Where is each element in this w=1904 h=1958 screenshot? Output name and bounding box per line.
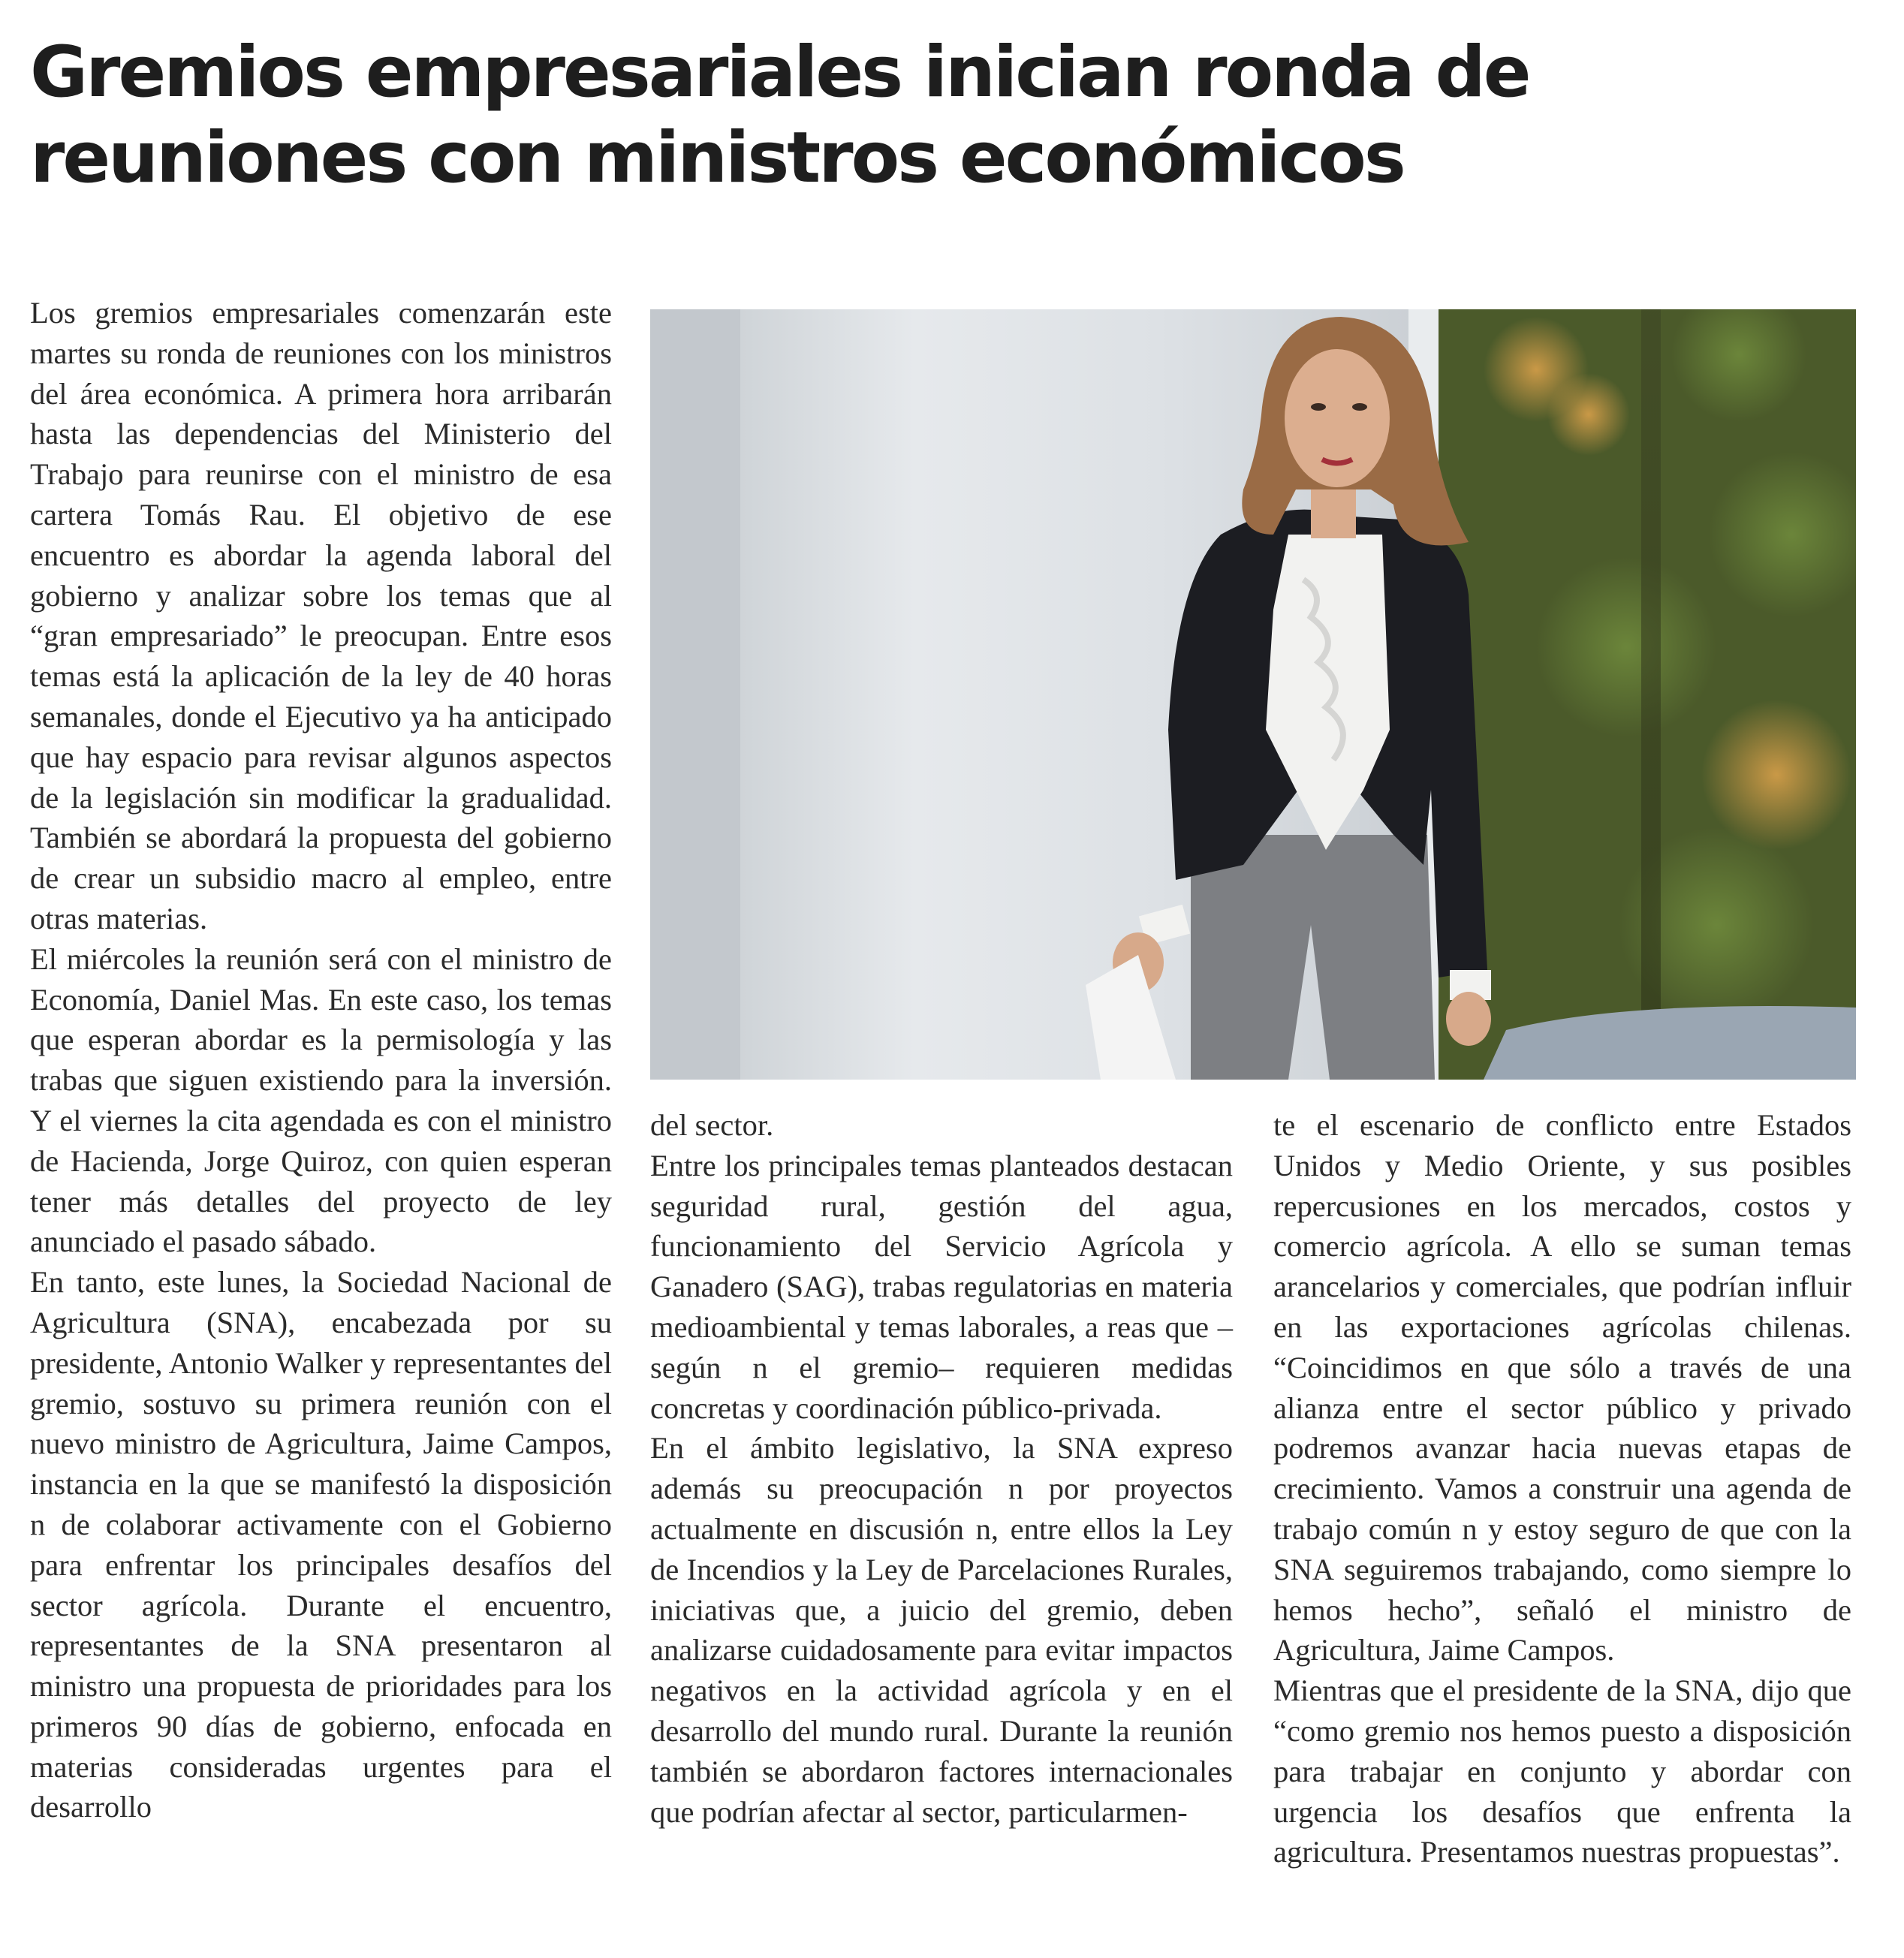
article-column-2 (650, 1105, 1233, 1832)
paragraph: El miércoles la reunión será con el ministro de Economía, Daniel Mas. En este caso, los temas que esperan abordar es la permisología y las trabas que siguen existiendo para la inversión. Y el viernes la cita agendada es con el ministro de Hacienda, Jorge Quiroz, con quien esperan tener más detalles del proyecto de ley anunciado el pasado sábado. (30, 941, 612, 1259)
bokeh (1701, 700, 1851, 850)
paragraph: En el ámbito legislativo, la SNA expreso además su preocupación n por proyectos actualmente en discusión n, entre ellos la Ley de Incendios y la Ley de Parcelaciones Rurales, iniciativas que, a juicio del gremio, deben analizarse cuidadosamente para evitar impactos negativos en la actividad agrícola y en el desarrollo del mundo rural. Durante la reunión también se abordaron factores internacionales que podrían afectar al sector, particularmen- (650, 1431, 1233, 1829)
eye (1352, 403, 1367, 411)
wall-left (650, 309, 740, 1080)
bokeh (1547, 373, 1630, 456)
paragraph: Mientras que el presidente de la SNA, dijo que “como gremio nos hemos puesto a disposición para trabajar en conjunto y abordar con urgencia los desafíos que enfrenta la agricultura. Presentamos nuestras propuestas”. (1273, 1673, 1851, 1869)
paragraph: Los gremios empresariales comenzarán este martes su ronda de reuniones con los ministros del área económica. A primera hora arribarán hasta las dependencias del Ministerio del Trabajo para reunirse con el ministro de esa cartera Tomás Rau. El objetivo de ese encuentro es abordar la agenda laboral del gobierno y analizar sobre los temas que al “gran empresariado” le preocupan. Entre esos temas está la aplicación de la ley de 40 horas semanales, donde el Ejecutivo ya ha anticipado que hay espacio para revisar algunos aspectos de la legislación sin modificar la gradualidad. También se abordará la propuesta del gobierno de crear un subsidio macro al empleo, entre otras materias. (30, 296, 612, 935)
tree-trunk (1641, 309, 1661, 1080)
paragraph: del sector. (650, 1108, 774, 1142)
article-headline: Gremios empresariales inician ronda de reuniones con ministros económicos (30, 32, 1529, 199)
eye (1311, 403, 1326, 411)
woman-walking-portrait (650, 309, 1856, 1080)
article-column-1 (30, 293, 612, 1827)
bokeh (1536, 557, 1716, 737)
paragraph: En tanto, este lunes, la Sociedad Nacional de Agricultura (SNA), encabezada por su presidente, Antonio Walker y representantes del gremio, sostuvo su primera reunión con el nuevo ministro de Agricultura, Jaime Campos, instancia en la que se manifestó la disposición n de colaborar activamente con el Gobierno para enfrentar los principales desafíos del sector agrícola. Durante el encuentro, representantes de la SNA presentaron al ministro una propuesta de prioridades para los primeros 90 días de gobierno, enfocada en materias consideradas urgentes para el desarrollo (30, 1265, 612, 1824)
article-photo (650, 309, 1856, 1080)
hand-right (1446, 992, 1491, 1046)
face (1285, 349, 1390, 487)
paragraph: Entre los principales temas planteados destacan seguridad rural, gestión del agua, funcionamiento del Servicio Agrícola y Ganadero (SAG), trabas regulatorias en materia medioambiental y temas laborales, a reas que –según n el gremio– requieren medidas concretas y coordinación público-privada. (650, 1148, 1233, 1425)
article-column-3 (1273, 1105, 1851, 1872)
paragraph: te el escenario de conflicto entre Estados Unidos y Medio Oriente, y sus posibles repercusiones en los mercados, costos y comercio agrícola. A ello se suman temas arancelarios y comerciales, que podrían influir en las exportaciones agrícolas chilenas. “Coincidimos en que sólo a través de una alianza entre el sector público y privado podremos avanzar hacia nuevas etapas de crecimiento. Vamos a construir una agenda de trabajo común n y estoy seguro de que con la SNA seguiremos trabajando, como siempre lo hemos hecho”, señaló el ministro de Agricultura, Jaime Campos. (1273, 1108, 1851, 1667)
